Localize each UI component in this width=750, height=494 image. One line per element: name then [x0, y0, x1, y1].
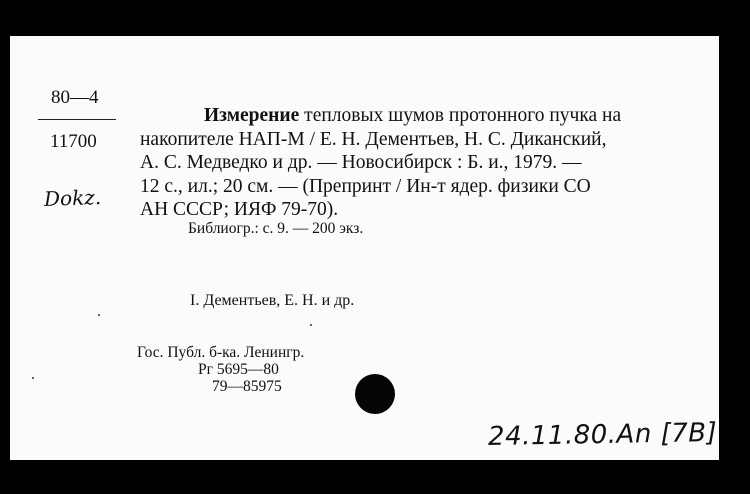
bibliographic-description [140, 104, 700, 222]
body-line-4: 12 с., ил.; 20 см. — (Препринт / Ин-т ядер. физики СО [140, 175, 591, 197]
handwritten-signature: 24.11.80.An [7B] [487, 418, 718, 452]
title-bold: Измерение [204, 105, 300, 126]
speck [310, 324, 312, 326]
bibliography-note: Библиогр.: с. 9. — 200 экз. [188, 220, 364, 237]
speck [32, 377, 34, 379]
handwritten-note: Dokz. [43, 185, 102, 211]
punch-hole [355, 374, 395, 414]
library-line-1: Гос. Публ. б-ка. Ленингр. [137, 344, 305, 361]
library-stamp [137, 344, 304, 395]
body-line-3: А. С. Медведко и др. — Новосибирск : Б. и., 1979. — [140, 152, 582, 174]
library-line-3: 79—85975 [212, 378, 282, 395]
body-line-5: АН СССР; ИЯФ 79-70). [140, 199, 339, 221]
speck [98, 314, 100, 316]
catalog-card [10, 36, 719, 460]
inventory-number: 11700 [50, 131, 97, 152]
library-line-2: Рг 5695—80 [198, 361, 279, 378]
divider-line [38, 119, 116, 120]
body-line-1-text: тепловых шумов протонного пучка на [304, 105, 622, 126]
body-line-1 [140, 104, 700, 128]
class-number: 80—4 [51, 87, 99, 108]
added-entry: I. Дементьев, Е. Н. и др. [190, 292, 355, 309]
body-line-2: накопителе НАП-М / Е. Н. Дементьев, Н. С. Диканский, [140, 128, 607, 150]
